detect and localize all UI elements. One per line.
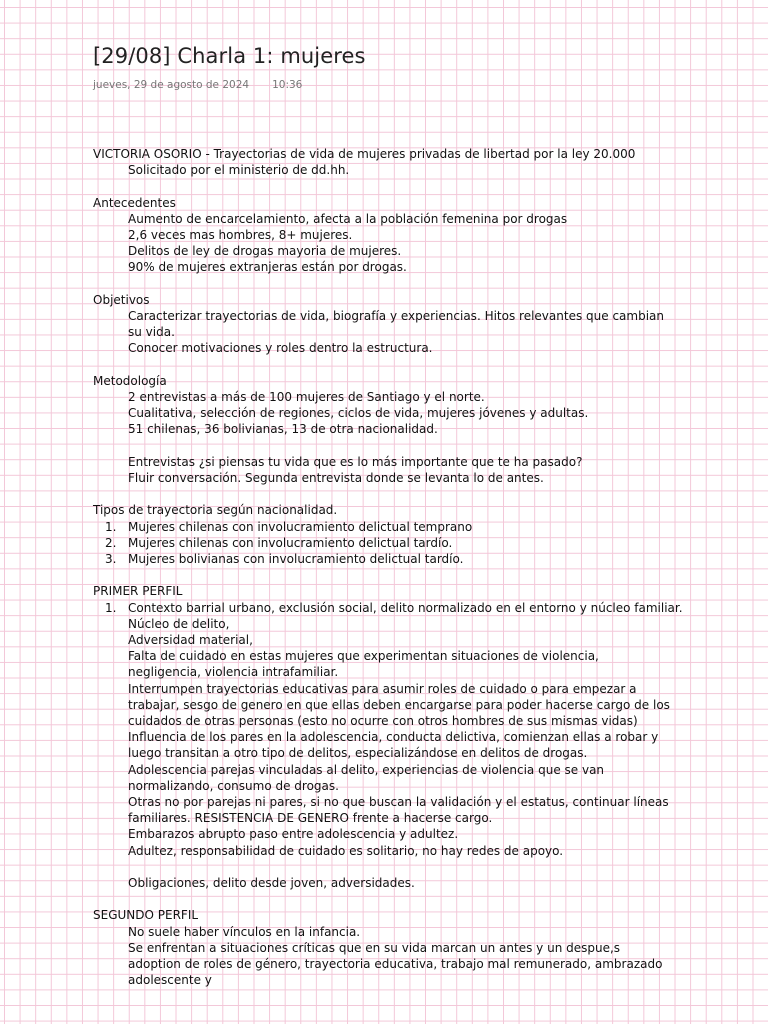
- page-metadata: [93, 79, 302, 91]
- list-item: 51 chilenas, 36 bolivianas, 13 de otra nacionalidad.: [128, 422, 438, 437]
- objetivos-heading: Objetivos: [93, 292, 150, 307]
- page-time: 10:36: [272, 79, 303, 91]
- item-text: Mujeres chilenas con involucramiento delictual temprano: [128, 519, 473, 534]
- list-item: Influencia de los pares en la adolescencia, conducta delictiva, comienzan ellas a robar y luego transitan a otro tipo de delitos, especializándose en delitos de drogas.: [128, 730, 659, 761]
- antecedentes-heading: Antecedentes: [93, 195, 176, 210]
- list-item: Otras no por parejas ni pares, si no que buscan la validación y el estatus, continuar líneas familiares. RESISTENCIA DE GENERO frente a hacerse cargo.: [128, 795, 669, 826]
- list-item: Fluir conversación. Segunda entrevista donde se levanta lo de antes.: [128, 471, 544, 485]
- numbered-item: [93, 551, 673, 567]
- item-text: Contexto barrial urbano, exclusión social, delito normalizado en el entorno y núcleo familiar.: [128, 600, 683, 615]
- segundo-perfil-heading: SEGUNDO PERFIL: [93, 908, 199, 923]
- item-number: 1.: [105, 519, 117, 534]
- numbered-item: [93, 535, 673, 551]
- item-number: 3.: [105, 552, 117, 566]
- list-item: 90% de mujeres extranjeras están por drogas.: [128, 260, 407, 275]
- metodologia-heading: Metodología: [93, 373, 167, 388]
- item-text: Mujeres chilenas con involucramiento delictual tardío.: [128, 535, 453, 550]
- numbered-item: [93, 600, 683, 616]
- item-text: Mujeres bolivianas con involucramiento delictual tardío.: [128, 552, 464, 566]
- list-item: No suele haber vínculos en la infancia.: [128, 924, 361, 939]
- note-body[interactable]: [93, 146, 683, 988]
- list-item: Adversidad material,: [128, 633, 253, 647]
- list-item: Cualitativa, selección de regiones, ciclos de vida, mujeres jóvenes y adultas.: [128, 406, 589, 421]
- list-item: Adolescencia parejas vinculadas al delito, experiencias de violencia que se van normalizando, consumo de drogas.: [128, 762, 605, 793]
- list-item: Delitos de ley de drogas mayoria de mujeres.: [128, 244, 402, 259]
- list-item: Obligaciones, delito desde joven, adversidades.: [128, 876, 415, 891]
- intro-sub: Solicitado por el ministerio de dd.hh.: [128, 163, 350, 178]
- list-item: Adultez, responsabilidad de cuidado es solitario, no hay redes de apoyo.: [128, 843, 564, 858]
- intro-heading: VICTORIA OSORIO - Trayectorias de vida de mujeres privadas de libertad por la ley 20.000: [93, 147, 636, 161]
- primer-perfil-heading: PRIMER PERFIL: [93, 584, 183, 599]
- list-item: Embarazos abrupto paso entre adolescencia y adultez.: [128, 827, 459, 842]
- list-item: Aumento de encarcelamiento, afecta a la población femenina por drogas: [128, 211, 568, 226]
- tipos-heading: Tipos de trayectoria según nacionalidad.: [93, 503, 338, 518]
- list-item: 2 entrevistas a más de 100 mujeres de Santiago y el norte.: [128, 390, 485, 404]
- page-title[interactable]: [29/08] Charla 1: mujeres: [93, 44, 366, 68]
- item-number: 1.: [105, 600, 117, 615]
- list-item: Interrumpen trayectorias educativas para asumir roles de cuidado o para empezar a trabajar, sesgo de genero en que ellas deben encargarse para poder hacerse cargo de los cuidados de otras personas (esto no ocurre con otros hombres de sus mismas vidas): [128, 681, 670, 729]
- list-item: Caracterizar trayectorias de vida, biografía y experiencias. Hitos relevantes que cambian su vida.: [128, 309, 664, 340]
- list-item: Conocer motivaciones y roles dentro la estructura.: [128, 341, 433, 356]
- list-item: Falta de cuidado en estas mujeres que experimentan situaciones de violencia, negligencia, violencia intrafamiliar.: [128, 649, 599, 680]
- list-item: 2,6 veces mas hombres, 8+ mujeres.: [128, 228, 353, 242]
- list-item: Se enfrentan a situaciones críticas que en su vida marcan un antes y un despue,s adoption de roles de género, trayectoria educativa, trabajo mal remunerado, ambrazado adolescente y: [128, 940, 663, 988]
- list-item: Entrevistas ¿si piensas tu vida que es lo más importante que te ha pasado?: [128, 454, 583, 469]
- list-item: Núcleo de delito,: [128, 616, 230, 631]
- numbered-item: [93, 519, 673, 535]
- page-date: jueves, 29 de agosto de 2024: [93, 79, 250, 91]
- item-number: 2.: [105, 535, 117, 550]
